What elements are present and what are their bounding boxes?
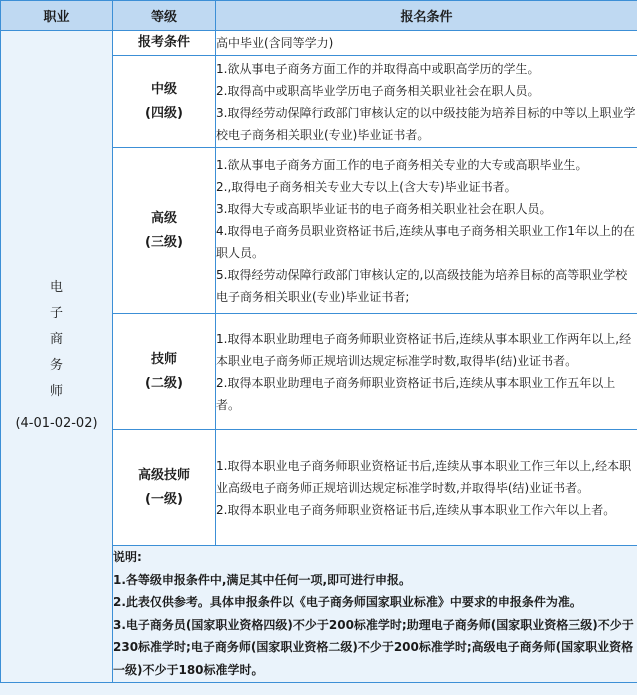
level-conditions: 1.取得本职业电子商务师职业资格证书后,连续从事本职业工作三年以上,经本职业高级电子商务师正规培训达规定标准学时数,并取得毕(结)业证书者。 2.取得本职业电子商务师职业资格证书后,连续从事本职业工作六年以上者。	[216, 430, 637, 546]
basic-row	[1, 31, 637, 56]
note-item: 1.各等级申报条件中,满足其中任何一项,即可进行申报。	[113, 572, 412, 587]
occupation-code: (4-01-02-02)	[15, 416, 98, 432]
level-conditions: 1.欲从事电子商务方面工作的并取得高中或职高学历的学生。 2.取得高中或职高毕业学历电子商务相关职业社会在职人员。 3.取得经劳动保障行政部门审核认定的以中级技能为培养目标的中等以上职业学校电子商务相关职业(专业)毕业证书者。	[216, 56, 637, 148]
level-name-cell: 高级技师 (一级)	[113, 430, 216, 546]
note-item: 3.电子商务员(国家职业资格四级)不少于200标准学时;助理电子商务师(国家职业资格三级)不少于230标准学时;电子商务师(国家职业资格二级)不少于200标准学时;高级电子商务师(国家职业资格一级)不少于180标准学时。	[113, 617, 634, 677]
level-name-cell: 技师 (二级)	[113, 314, 216, 430]
level-conditions: 1.取得本职业助理电子商务师职业资格证书后,连续从事本职业工作两年以上,经本职业电子商务师正规培训达规定标准学时数,取得毕(结)业证书者。 2.取得本职业助理电子商务师职业资格证书后,连续从事本职业工作五年以上者。	[216, 314, 637, 430]
note-item: 2.此表仅供参考。具体申报条件以《电子商务师国家职业标准》中要求的申报条件为准。	[113, 595, 582, 610]
level-conditions: 1.欲从事电子商务方面工作的电子商务相关专业的大专或高职毕业生。 2.,取得电子商务相关专业大专以上(含大专)毕业证书者。 3.取得大专或高职毕业证书的电子商务相关职业社会在职人员。 4.取得电子商务员职业资格证书后,连续从事电子商务相关职业工作1年以上的在职人员。 5.取得经劳动保障行政部门审核认定的,以高级技能为培养目标的高等职业学校电子商务相关职业(专业)毕业证书者;	[216, 148, 637, 314]
header-conditions: 报名条件	[216, 1, 637, 31]
notes-title: 说明:	[113, 550, 142, 564]
occupation-cell	[1, 31, 113, 683]
header-level: 等级	[113, 1, 216, 31]
notes-cell	[113, 546, 637, 683]
basic-label: 报考条件	[113, 31, 216, 56]
occupation-name: 电 子 商 务 师	[49, 280, 63, 400]
basic-value: 高中毕业(含同等学力)	[216, 31, 637, 56]
level-name-cell: 中级 (四级)	[113, 56, 216, 148]
header-occupation: 职业	[1, 1, 113, 31]
level-name-cell: 高级 (三级)	[113, 148, 216, 314]
header-row	[1, 1, 637, 31]
